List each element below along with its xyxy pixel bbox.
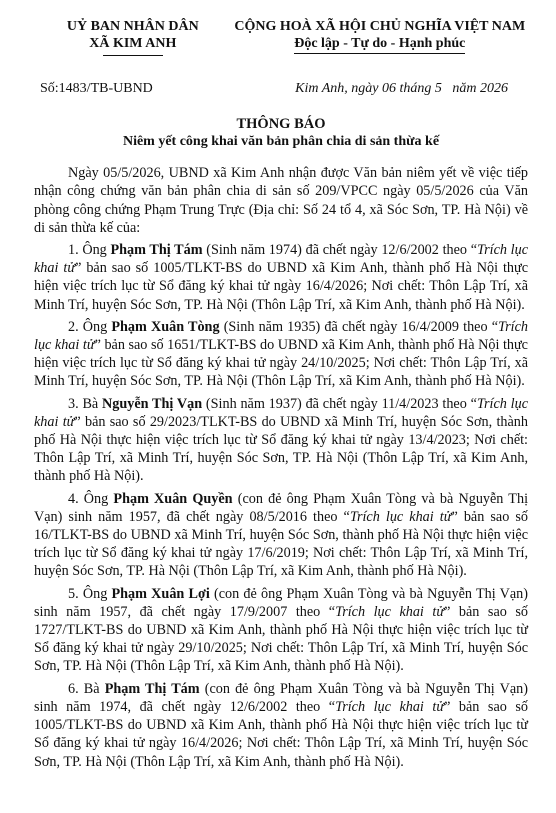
issuer-line-2: XÃ KIM ANH bbox=[89, 36, 177, 51]
document-title: THÔNG BÁO bbox=[236, 116, 326, 133]
date-month-label: tháng bbox=[395, 81, 435, 96]
decedent-item-5 bbox=[34, 585, 528, 676]
decedent-item-3 bbox=[34, 395, 528, 486]
decedent-name: Phạm Xuân Quyền bbox=[113, 490, 233, 507]
item-text: (con đẻ ông Phạm Xuân Tòng và bà Nguyễn Thị Vạn) sinh năm 1957, đã chết ngày 17/9/2007 theo “ bbox=[34, 585, 528, 620]
document-subtitle: Niêm yết công khai văn bản phân chia di sản thừa kế bbox=[122, 134, 440, 150]
decedent-name: Nguyễn Thị Vạn bbox=[102, 395, 203, 412]
date-month: 5 bbox=[434, 81, 442, 96]
national-title: CỘNG HOÀ XÃ HỘI CHỦ NGHĨA VIỆT NAM bbox=[234, 19, 526, 34]
document-number: Số:1483/TB-UBND bbox=[40, 81, 153, 96]
document-date bbox=[295, 80, 528, 98]
decedent-item-1 bbox=[34, 241, 528, 314]
issuer-divider bbox=[103, 55, 163, 56]
national-title-block bbox=[232, 18, 528, 56]
document-type: Trích lục khai tử bbox=[335, 603, 445, 620]
item-text: ” bản sao số 16/TLKT-BS do UBND xã Minh Trí, huyện Sóc Sơn, thành phố Hà Nội thực hiện việc trích lục từ Sổ đăng ký khai tử ngày 17/6/2019; Nơi chết: Thôn Lập Trí, xã Minh Trí, huyện Sóc Sơn, TP. Hà Nội (Thôn Lập Trí, xã Kim Anh, thành phố Hà Nội). bbox=[34, 508, 528, 580]
document-type: Trích lục khai tử bbox=[34, 318, 528, 354]
document-type: Trích lục khai tử bbox=[34, 242, 528, 277]
item-text: (con đẻ ông Phạm Xuân Tòng và bà Nguyễn Thị Vạn) sinh năm 1974, đã chết ngày 12/6/2002 theo “ bbox=[34, 680, 528, 715]
decedent-item-4 bbox=[34, 490, 528, 581]
item-text: (Sinh năm 1974) đã chết ngày 12/6/2002 theo “ bbox=[202, 242, 477, 259]
document-header bbox=[34, 18, 528, 56]
document-type: Trích lục khai tử bbox=[349, 508, 452, 525]
item-prefix: 4. Ông bbox=[68, 490, 114, 507]
item-prefix: 2. Ông bbox=[68, 318, 112, 335]
decedent-name: Phạm Xuân Tòng bbox=[111, 318, 220, 335]
item-text: (Sinh năm 1937) đã chết ngày 11/4/2023 theo “ bbox=[202, 395, 477, 412]
document-type: Trích lục khai tử bbox=[335, 698, 445, 715]
item-text: ” bản sao số 1005/TLKT-BS do UBND xã Kim Anh, thành phố Hà Nội thực hiện việc trích lục từ Sổ đăng ký khai tử ngày 16/4/2026; Nơi chết: Thôn Lập Trí, xã Minh Trí, huyện Sóc Sơn, TP. Hà Nội (Thôn Lập Trí, xã Kim Anh, thành phố Hà Nội). bbox=[34, 260, 528, 313]
item-prefix: 6. Bà bbox=[68, 680, 105, 697]
item-text: ” bản sao số 1005/TLKT-BS do UBND xã Kim Anh, thành phố Hà Nội thực hiện việc trích lục từ Sổ đăng ký khai tử ngày 16/4/2026; Nơi chết: Thôn Lập Trí, xã Minh Trí, huyện Sóc Sơn, TP. Hà Nội (Thôn Lập Trí, xã Kim Anh, thành phố Hà Nội). bbox=[34, 698, 528, 770]
item-text: ” bản sao số 1727/TLKT-BS do UBND xã Kim Anh, thành phố Hà Nội thực hiện việc trích lục từ Sổ đăng ký khai tử ngày 29/10/2025; Nơi chết: Thôn Lập Trí, xã Minh Trí, huyện Sóc Sơn, TP. Hà Nội (Thôn Lập Trí, xã Kim Anh, thành phố Hà Nội). bbox=[34, 603, 528, 675]
document-meta bbox=[34, 80, 528, 98]
item-prefix: 1. Ông bbox=[68, 242, 111, 259]
decedent-name: Phạm Xuân Lợi bbox=[111, 585, 210, 602]
date-year: năm 2026 bbox=[441, 81, 508, 96]
item-text: (Sinh năm 1935) đã chết ngày 16/4/2009 theo “ bbox=[219, 318, 499, 335]
item-text: (con đẻ ông Phạm Xuân Tòng và bà Nguyễn Thị Vạn) sinh năm 1957, đã chết ngày 08/5/2016 theo “ bbox=[34, 490, 529, 525]
item-text: ” bản sao số 1651/TLKT-BS do UBND xã Kim Anh, thành phố Hà Nội thực hiện việc trích lục từ Sổ đăng ký khai tử ngày 24/10/2025; Nơi chết: Thôn Lập Trí, xã Minh Trí, huyện Sóc Sơn, TP. Hà Nội (Thôn Lập Trí, xã Kim Anh, thành phố Hà Nội). bbox=[34, 337, 528, 390]
item-prefix: 5. Ông bbox=[68, 585, 112, 602]
document-type: Trích lục khai tử bbox=[34, 395, 528, 430]
decedent-name: Phạm Thị Tám bbox=[110, 242, 203, 259]
date-day: 06 bbox=[381, 81, 396, 96]
issuer-block bbox=[34, 18, 232, 56]
item-prefix: 3. Bà bbox=[68, 395, 102, 412]
document-body bbox=[34, 164, 528, 771]
national-motto: Độc lập - Tự do - Hạnh phúc bbox=[294, 35, 465, 54]
item-text: ” bản sao số 29/2023/TLKT-BS do UBND xã Minh Trí, huyện Sóc Sơn, thành phố Hà Nội thực hiện việc trích lục từ Sổ đăng ký khai tử ngày 13/4/2023; Nơi chết: Thôn Lập Trí, xã Minh Trí, huyện Sóc Sơn, TP. Hà Nội (Thôn Lập Trí, xã Kim Anh, thành phố Hà Nội). bbox=[34, 413, 528, 485]
issuer-line-1: UỶ BAN NHÂN DÂN bbox=[66, 19, 199, 34]
decedent-item-2 bbox=[34, 318, 528, 391]
intro-paragraph: Ngày 05/5/2026, UBND xã Kim Anh nhận được Văn bản niêm yết về việc tiếp nhận công chứng văn bản phân chia di sản số 209/VPCC ngày 05/5/2026 của Văn phòng công chứng Phạm Trung Trực (Địa chỉ: Số 24 tổ 4, xã Sóc Sơn, TP. Hà Nội) về di sản thừa kế của: bbox=[34, 165, 528, 236]
decedent-item-6 bbox=[34, 680, 528, 771]
decedent-name: Phạm Thị Tám bbox=[104, 680, 200, 697]
date-prefix: Kim Anh, ngày bbox=[295, 81, 382, 96]
